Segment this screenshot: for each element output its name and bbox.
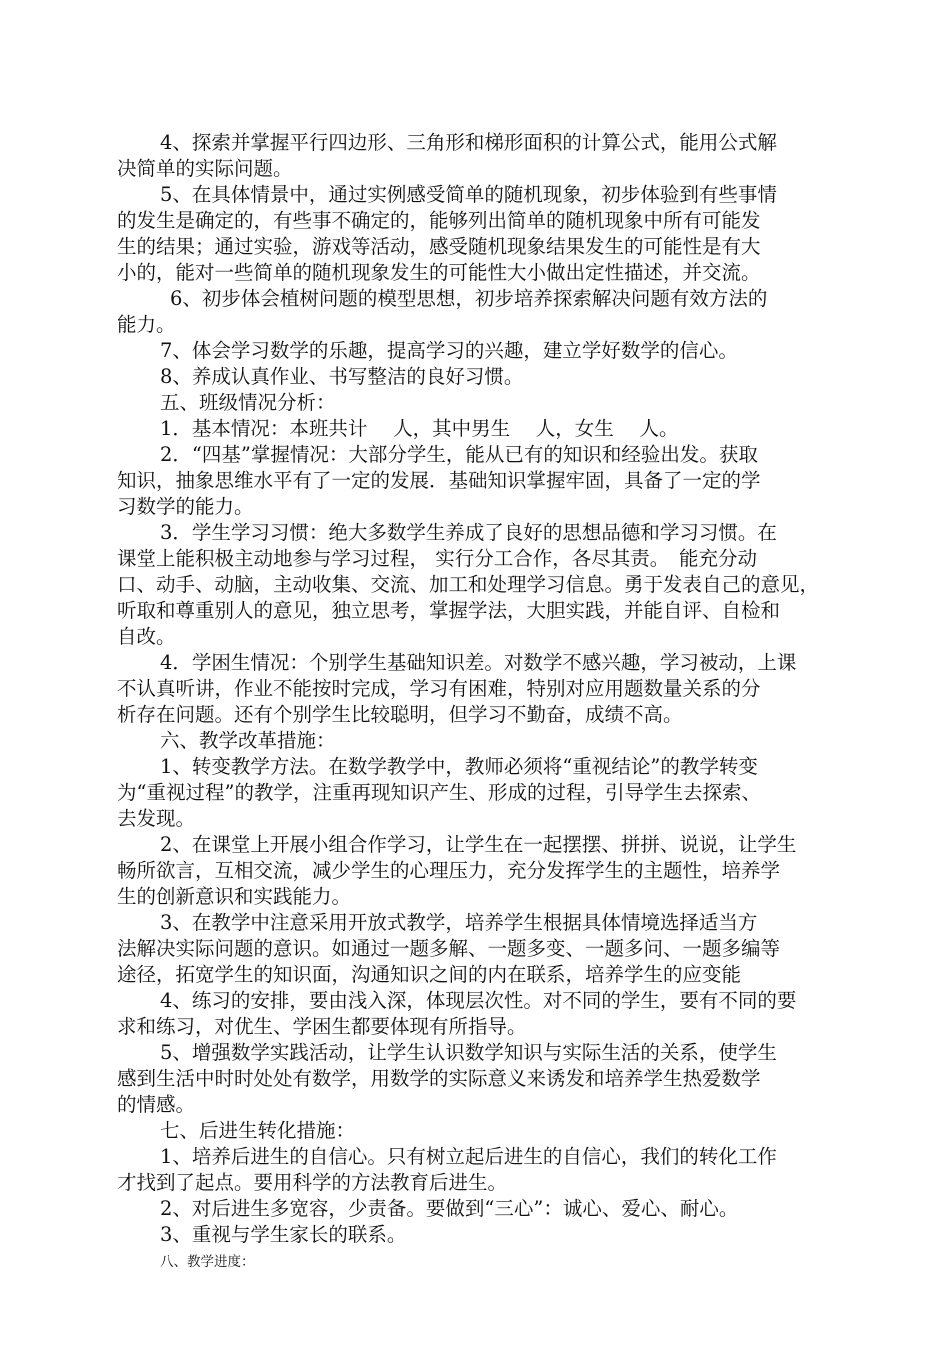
text-line: 感到生活中时时处处有数学，用数学的实际意义来诱发和培养学生热爱数学 [117,1067,761,1090]
text-line: 2、在课堂上开展小组合作学习，让学生在一起摆摆、拼拼、说说，让学生 [160,833,797,856]
text-line: 析存在问题。还有个别学生比较聪明，但学习不勤奋，成绩不高。 [117,703,683,726]
text-line: 法解决实际问题的意识。如通过一题多解、一题多变、一题多问、一题多编等 [117,937,781,960]
text-line: 自改。 [117,625,176,648]
text-line: 4、探索并掌握平行四边形、三角形和梯形面积的计算公式，能用公式解 [160,131,777,154]
text-line: 口、动手、动脑，主动收集、交流、加工和处理学习信息。勇于发表自己的意见， [117,573,820,596]
text-line: 4．学困生情况：个别学生基础知识差。对数学不感兴趣，学习被动，上课 [160,651,797,674]
text-line: 决简单的实际问题。 [117,157,293,180]
text-line: 1、培养后进生的自信心。只有树立起后进生的自信心，我们的转化工作 [160,1145,777,1168]
text-line: 畅所欲言，互相交流，减少学生的心理压力，充分发挥学生的主题性，培养学 [117,859,781,882]
text-line: 才找到了起点。要用科学的方法教育后进生。 [117,1171,508,1194]
text-line: 去发现。 [117,807,196,830]
text-line: 8、养成认真作业、书写整洁的良好习惯。 [160,365,524,388]
text-line: 5、增强数学实践活动，让学生认识数学知识与实际生活的关系，使学生 [160,1041,777,1064]
text-line: 知识，抽象思维水平有了一定的发展．基础知识掌握牢固，具备了一定的学 [117,469,761,492]
text-line: 1、转变教学方法。在数学教学中，教师必须将“重视结论”的教学转变 [160,755,758,778]
text-line: 课堂上能积极主动地参与学习过程， 实行分工合作，各尽其责。 能充分动 [117,547,757,570]
section-heading: 七、后进生转化措施： [160,1119,356,1142]
section-heading: 八、教学进度： [160,1254,255,1270]
text-line: 生的创新意识和实践能力。 [117,885,352,908]
text-line: 3、在教学中注意采用开放式教学，培养学生根据具体情境选择适当方 [160,911,758,934]
text-line: 习数学的能力。 [117,495,254,518]
text-line: 1．基本情况：本班共计 人，其中男生 人，女生 人。 [160,417,679,440]
text-line: 7、体会学习数学的乐趣，提高学习的兴趣，建立学好数学的信心。 [160,339,738,362]
text-line: 2．“四基”掌握情况：大部分学生，能从已有的知识和经验出发。获取 [160,443,758,466]
text-line: 3、重视与学生家长的联系。 [160,1223,407,1246]
text-line: 途径，拓宽学生的知识面，沟通知识之间的内在联系，培养学生的应变能 [117,963,742,986]
section-heading: 五、班级情况分析： [160,391,336,414]
text-line: 能力。 [117,313,176,336]
text-line: 2、对后进生多宽容，少责备。要做到“三心”：诚心、爱心、耐心。 [160,1197,739,1220]
text-line: 的情感。 [117,1093,196,1116]
text-line: 5、在具体情景中，通过实例感受简单的随机现象，初步体验到有些事情 [160,183,777,206]
section-heading: 六、教学改革措施： [160,729,336,752]
text-line: 为“重视过程”的教学，注重再现知识产生、形成的过程，引导学生去探索、 [117,781,761,804]
text-line: 4、练习的安排，要由浅入深，体现层次性。对不同的学生，要有不同的要 [160,989,797,1012]
text-line: 的发生是确定的，有些事不确定的，能够列出简单的随机现象中所有可能发 [117,209,761,232]
text-line: 生的结果；通过实验，游戏等活动，感受随机现象结果发生的可能性是有大 [117,235,761,258]
text-line: 不认真听讲，作业不能按时完成，学习有困难，特别对应用题数量关系的分 [117,677,761,700]
text-line: 听取和尊重别人的意见，独立思考，掌握学法，大胆实践，并能自评、自检和 [117,599,781,622]
text-line: 求和练习，对优生、学困生都要体现有所指导。 [117,1015,527,1038]
text-line: 3．学生学习习惯：绝大多数学生养成了良好的思想品德和学习习惯。在 [160,521,777,544]
text-line: 6、初步体会植树问题的模型思想，初步培养探索解决问题有效方法的 [170,287,768,310]
text-line: 小的，能对一些简单的随机现象发生的可能性大小做出定性描述，并交流。 [117,261,761,284]
